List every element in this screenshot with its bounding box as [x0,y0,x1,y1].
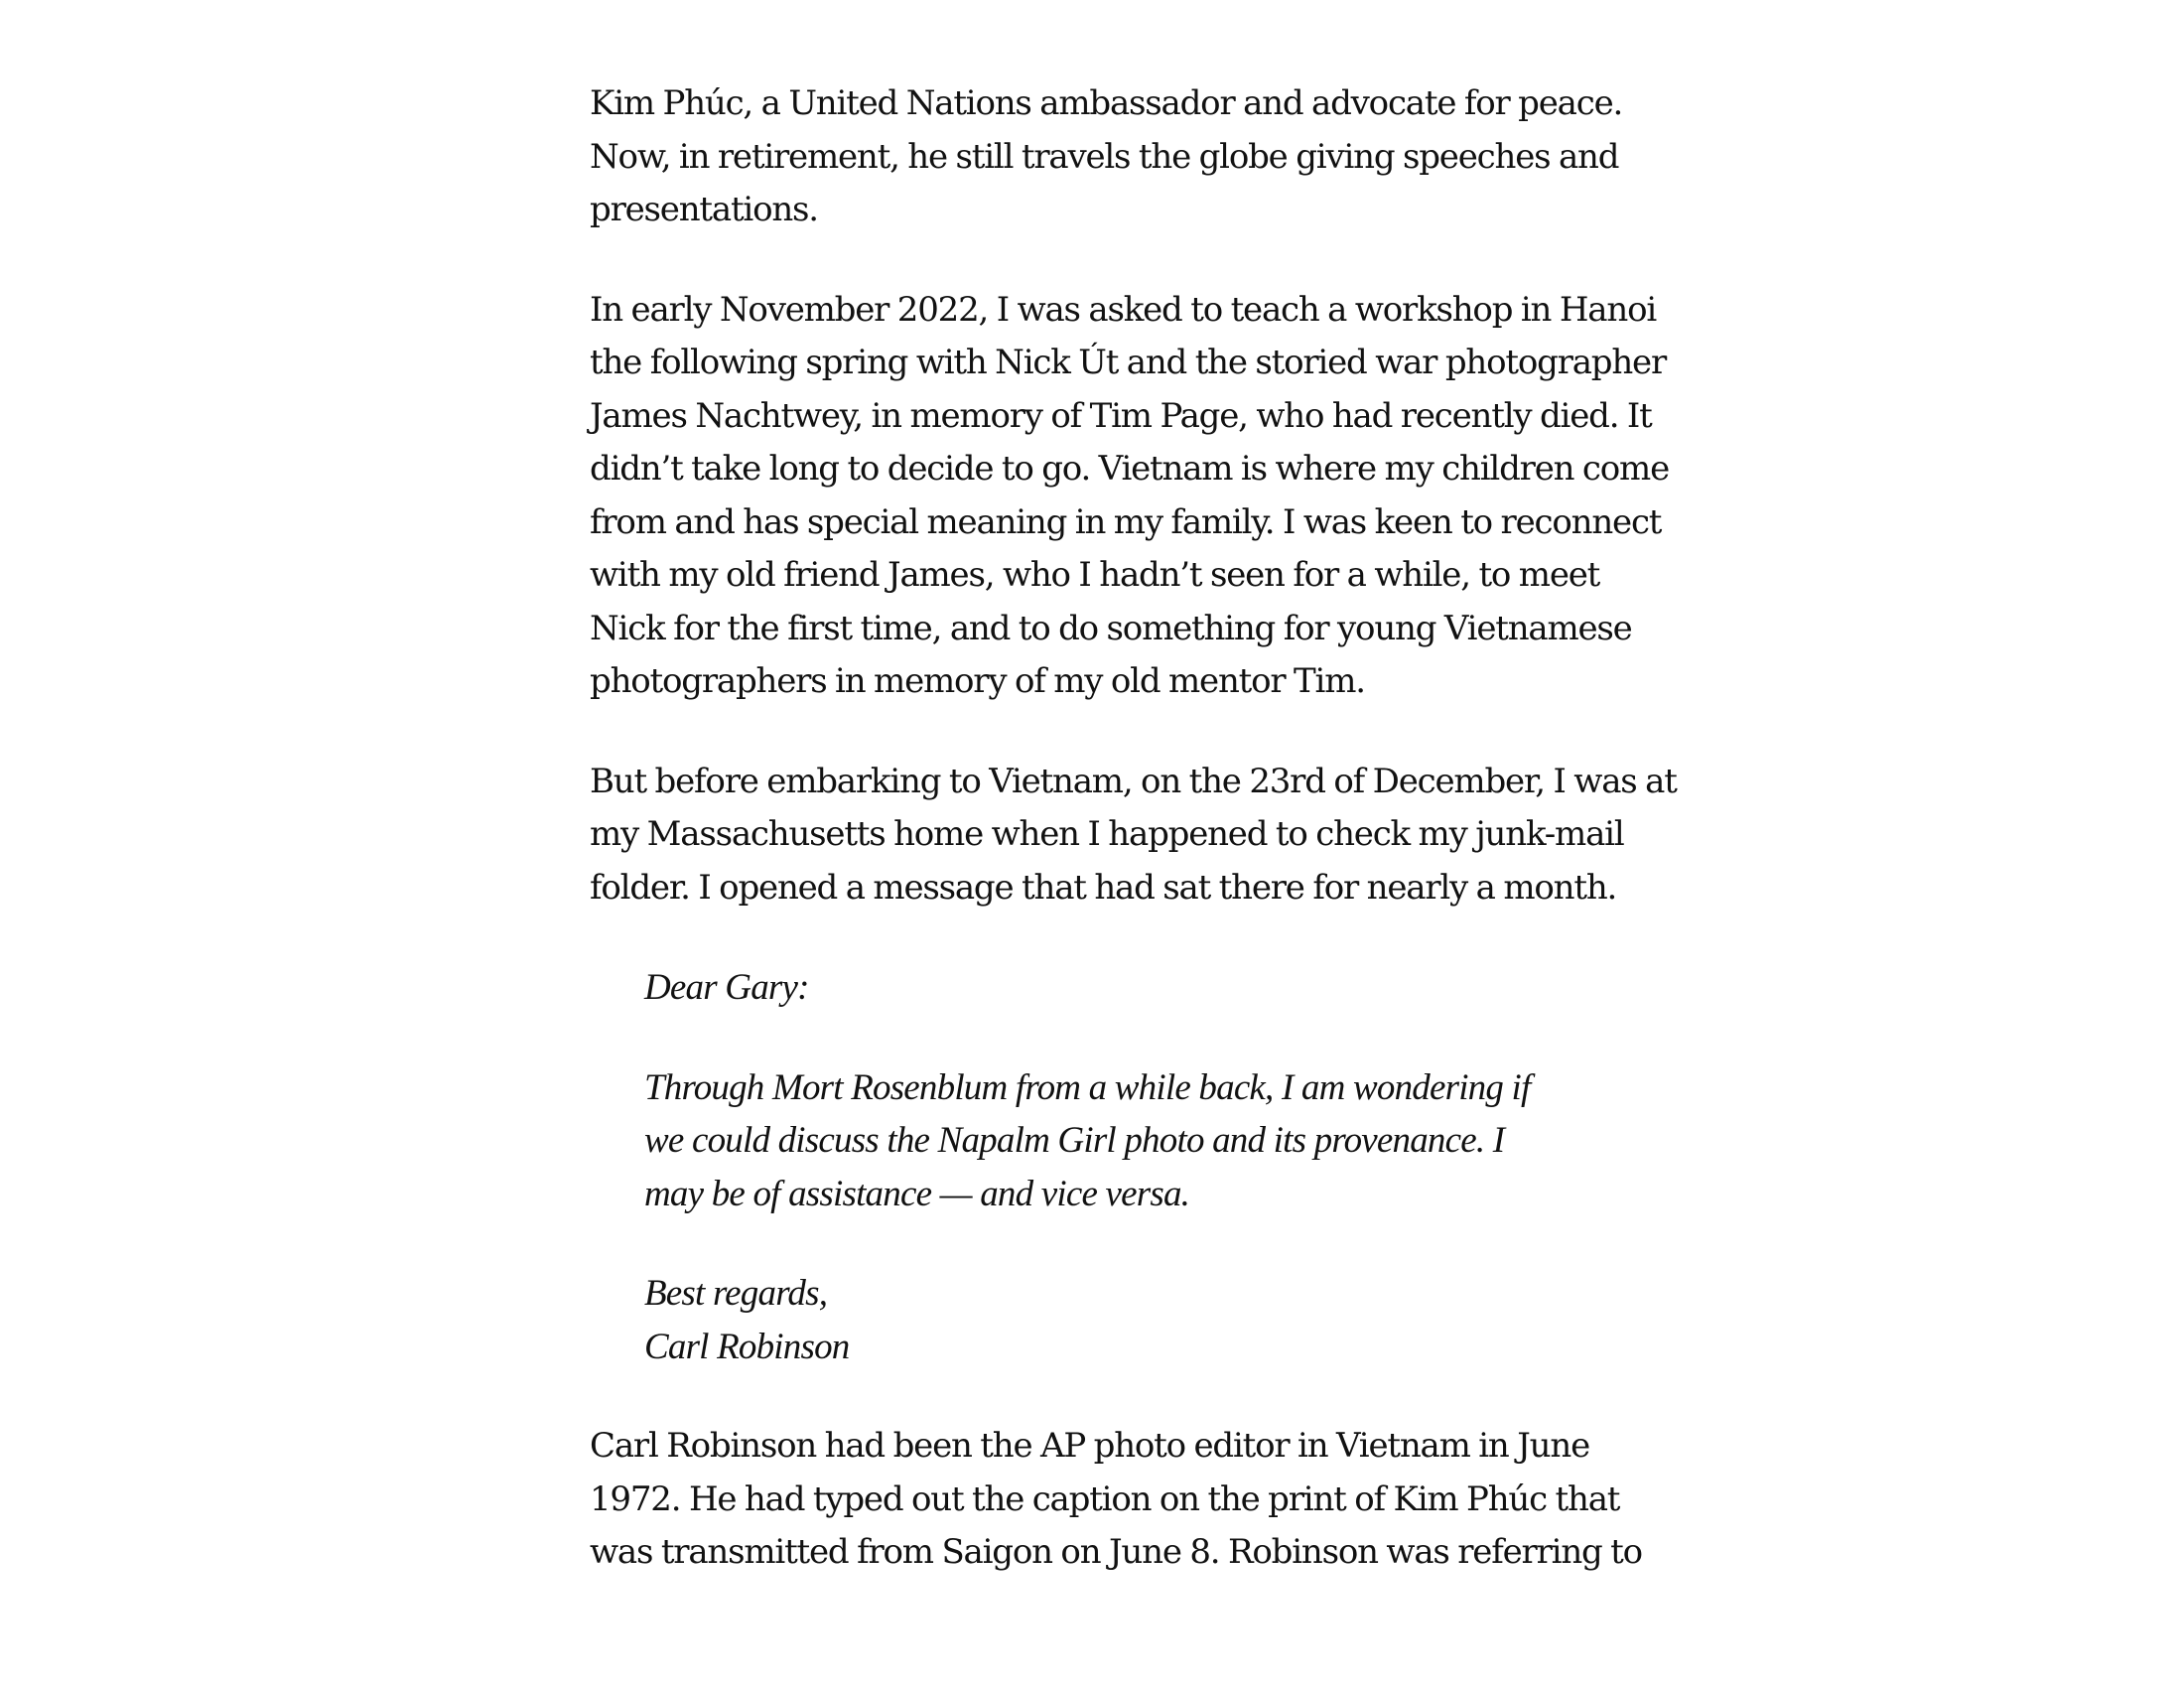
text-line: may be of assistance — and vice versa. [644,1173,1190,1214]
text-line: Carl Robinson had been the AP photo editor in Vietnam in June [590,1426,1589,1466]
text-line: Through Mort Rosenblum from a while back, I am wondering if [644,1066,1531,1108]
email-signoff [644,1267,1632,1373]
text-line: Nick for the first time, and to do something for young Vietnamese [590,608,1632,648]
text-line: my Massachusetts home when I happened to check my junk-mail [590,814,1624,854]
text-line: But before embarking to Vietnam, on the 23rd of December, I was at [590,761,1677,801]
text-line: Kim Phúc, a United Nations ambassador and advocate for peace. [590,83,1623,123]
text-line: didn’t take long to decide to go. Vietnam is where my children come [590,449,1670,489]
text-line: the following spring with Nick Út and the storied war photographer [590,343,1667,382]
article-body [590,77,1677,1626]
text-line: Dear Gary: [644,967,809,1008]
paragraph-carl-robinson [590,1420,1642,1580]
text-line: Now, in retirement, he still travels the globe giving speeches and [590,136,1619,177]
text-line: with my old friend James, who I hadn’t seen for a while, to meet [590,555,1600,595]
email-greeting [644,961,1632,1015]
paragraph-junk-mail [590,756,1677,915]
paragraph-hanoi-workshop [590,284,1670,709]
email-signature: Carl Robinson [644,1326,850,1367]
text-line: folder. I opened a message that had sat there for nearly a month. [590,867,1617,908]
text-line: In early November 2022, I was asked to teach a workshop in Hanoi [590,289,1657,330]
text-line: 1972. He had typed out the caption on the print of Kim Phúc that [590,1478,1620,1519]
text-line: James Nachtwey, in memory of Tim Page, who had recently died. It [590,395,1652,436]
text-line: was transmitted from Saigon on June 8. Robinson was referring to [590,1532,1642,1572]
email-body [644,1061,1632,1221]
text-line: presentations. [590,190,818,229]
quoted-email [590,961,1632,1373]
paragraph-kim-phuc [590,77,1632,237]
text-line: photographers in memory of my old mentor Tim. [590,661,1365,701]
email-closing: Best regards, [644,1273,828,1314]
text-line: we could discuss the Napalm Girl photo and its provenance. I [644,1120,1505,1161]
text-line: from and has special meaning in my family. I was keen to reconnect [590,501,1662,542]
